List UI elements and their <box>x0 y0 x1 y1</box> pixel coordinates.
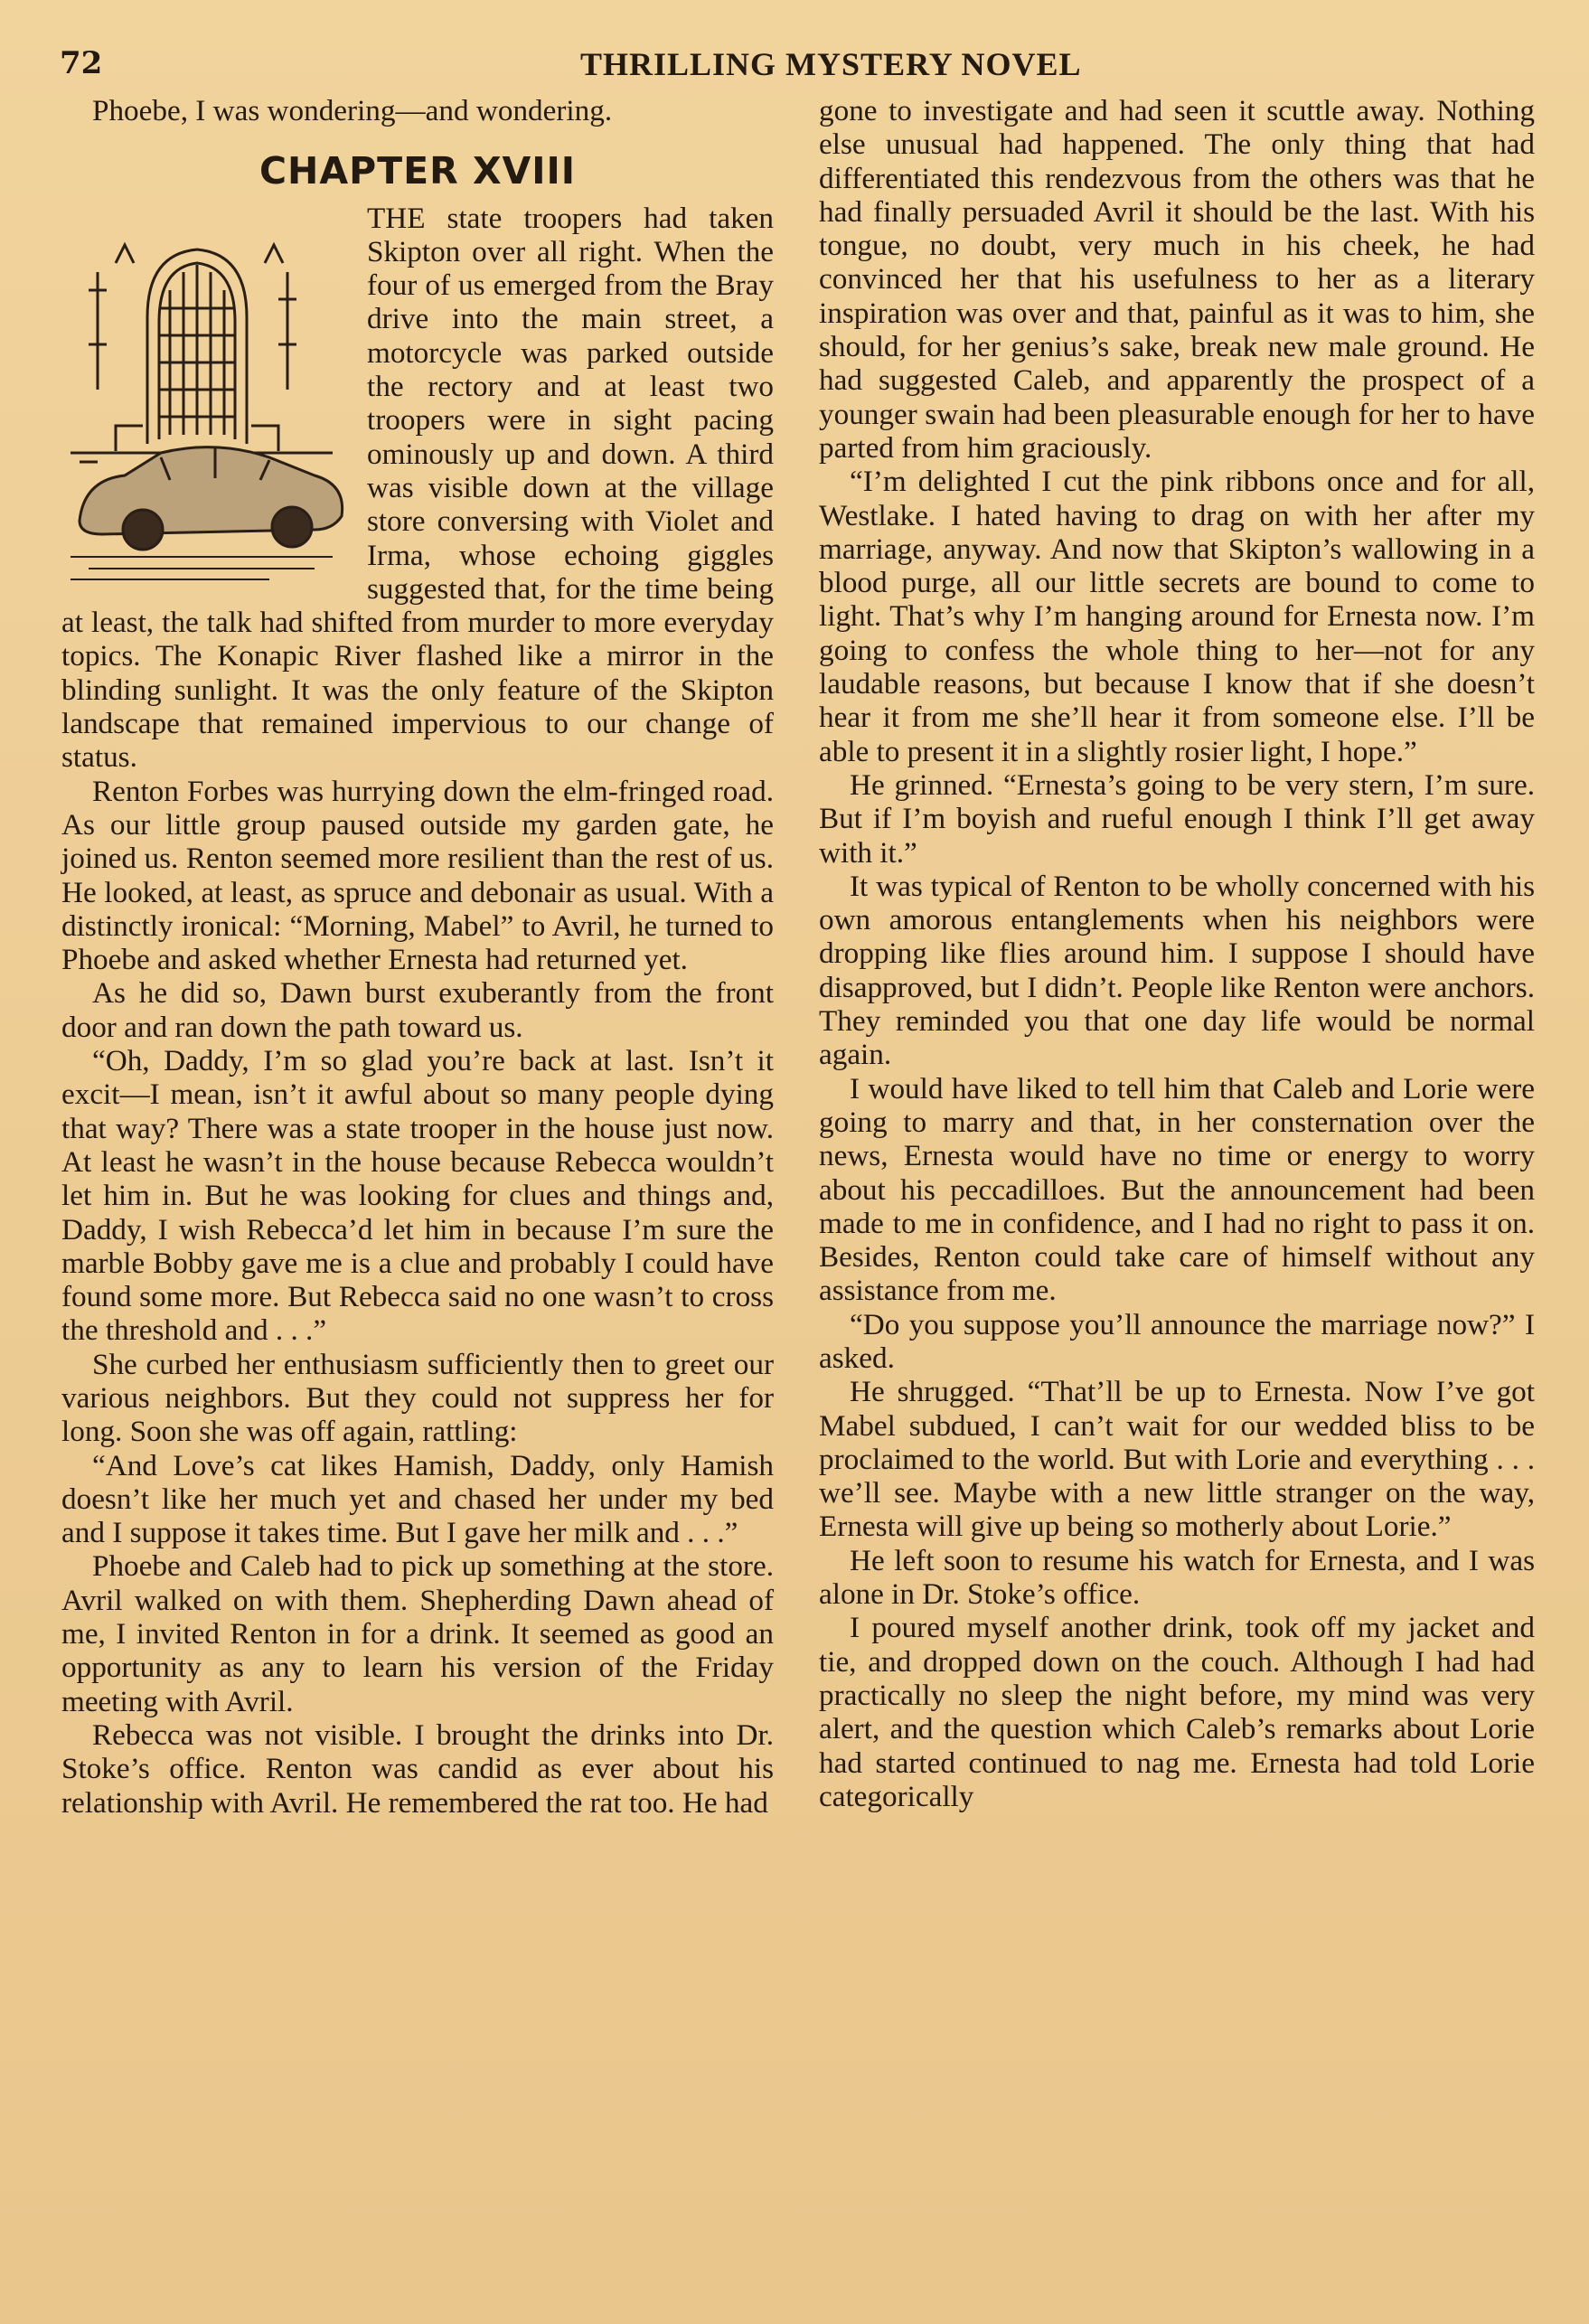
paragraph: I poured myself another drink, took off my jacket and tie, and dropped down on the couch. Although I had had practically no sleep the night before, my mind was very alert, and the question which Caleb’s remarks about Lorie had started continued to nag me. Ernesta had told Lorie categorically <box>819 1611 1535 1813</box>
chapter-title: CHAPTER XVIII <box>259 149 577 193</box>
page-number: 72 <box>60 45 103 81</box>
paragraph: He shrugged. “That’ll be up to Ernesta. Now I’ve got Mabel subdued, I can’t wait for our wedded bliss to be proclaimed to the world. But with Lorie and everything . . . we’ll see. Maybe with a new little stranger on the way, Ernesta will give up being so motherly about Lorie.” <box>819 1375 1535 1544</box>
paragraph: “I’m delighted I cut the pink ribbons once and for all, Westlake. I hated having to drag on with her after my marriage, anyway. And now that Skipton’s wallowing in a blood purge, all our little secrets are bound to come to light. That’s why I’m hanging around for Ernesta now. I’m going to confess the whole thing to her—not for any laudable reasons, but because I know that if she doesn’t hear it from me she’ll hear it from someone else. I’ll be able to present it in a slightly rosier light, I hope.” <box>819 465 1535 768</box>
paragraph: He grinned. “Ernesta’s going to be very stern, I’m sure. But if I’m boyish and rueful enough I think I’ll get away with it.” <box>819 767 1535 870</box>
paragraph: He left soon to resume his watch for Ernesta, and I was alone in Dr. Stoke’s office. <box>819 1543 1535 1612</box>
running-title: THRILLING MYSTERY NOVEL <box>580 46 1082 82</box>
paragraph: “And Love’s cat likes Hamish, Daddy, only Hamish doesn’t like her much yet and chased her under my bed and I suppose it takes time. But I gave her milk and . . .” <box>61 1448 774 1550</box>
car-at-gate-illustration <box>61 209 351 588</box>
paragraph: Phoebe and Caleb had to pick up something at the store. Avril walked on with them. Shepherding Dawn ahead of me, I invited Renton in for a drink. It seemed as good an opportunity as any to learn his version of the Friday meeting with Avril. <box>61 1549 774 1718</box>
paragraph: Rebecca was not visible. I brought the drinks into Dr. Stoke’s office. Renton was candid as ever about his relationship with Avril. He remembered the rat too. He had <box>61 1717 774 1820</box>
paragraph: THE state troopers had taken Skipton over all right. When the four of us emerged from the Bray drive into the main street, a motorcycle was parked outside the rectory and at least two troopers were in sight pacing ominously up and down. A third was visible down at the village store conversing with Violet and Irma, whose echoing giggles suggested that, for the time being at least, the talk had shifted from murder to more everyday topics. The Konapic River flashed like a mirror in the blinding sunlight. It was the only feature of the Skipton landscape that remained impervious to our change of status. <box>61 201 774 775</box>
left-column <box>61 94 774 1820</box>
paragraph: Renton Forbes was hurrying down the elm-fringed road. As our little group paused outside my garden gate, he joined us. Renton seemed more resilient than the rest of us. He looked, at least, as spruce and debonair as usual. With a distinctly ironical: “Morning, Mabel” to Avril, he turned to Phoebe and asked whether Ernesta had returned yet. <box>61 774 774 977</box>
paragraph: “Oh, Daddy, I’m so glad you’re back at last. Isn’t it excit—I mean, isn’t it awful about so many people dying that way? There was a state trooper in the house just now. At least he wasn’t in the house because Rebecca wouldn’t let him in. But he was looking for clues and things and, Daddy, I wish Rebecca’d let him in because I’m sure the marble Bobby gave me is a clue and probably I could have found some more. But Rebecca said no one wasn’t to cross the threshold and . . .” <box>61 1044 774 1348</box>
illustration-icon <box>61 209 351 588</box>
page-header <box>60 45 1529 90</box>
paragraph: As he did so, Dawn burst exuberantly from the front door and ran down the path toward us. <box>61 976 774 1044</box>
paragraph: It was typical of Renton to be wholly concerned with his own amorous entanglements when his neighbors were dropping like flies around him. I suppose I should have disapproved, but I didn’t. People like Renton were anchors. They reminded you that one day life would be normal again. <box>819 869 1535 1072</box>
paragraph: I would have liked to tell him that Caleb and Lorie were going to marry and that, in her consternation over the news, Ernesta would have no time or energy to worry about his peccadilloes. But the announcement had been made to me in confidence, and I had no right to pass it on. Besides, Renton could take care of himself without any assistance from me. <box>819 1071 1535 1308</box>
opening-line: Phoebe, I was wondering—and wondering. <box>92 94 613 127</box>
right-column <box>819 94 1535 1813</box>
paragraph: “Do you suppose you’ll announce the marriage now?” I asked. <box>819 1307 1535 1375</box>
paragraph: She curbed her enthusiasm sufficiently then to greet our various neighbors. But they could not suppress her for long. Soon she was off again, rattling: <box>61 1347 774 1449</box>
paragraph: gone to investigate and had seen it scuttle away. Nothing else unusual had happened. The only thing that had differentiated this rendezvous from the others was that he had finally persuaded Avril it should be the last. With his tongue, no doubt, very much in his cheek, he had convinced her that his usefulness to her as a literary inspiration was over and that, painful as it was to him, she should, for her genius’s sake, break new male ground. He had suggested Caleb, and apparently the prospect of a younger swain had been pleasurable enough for her to have parted from him graciously. <box>819 94 1535 465</box>
